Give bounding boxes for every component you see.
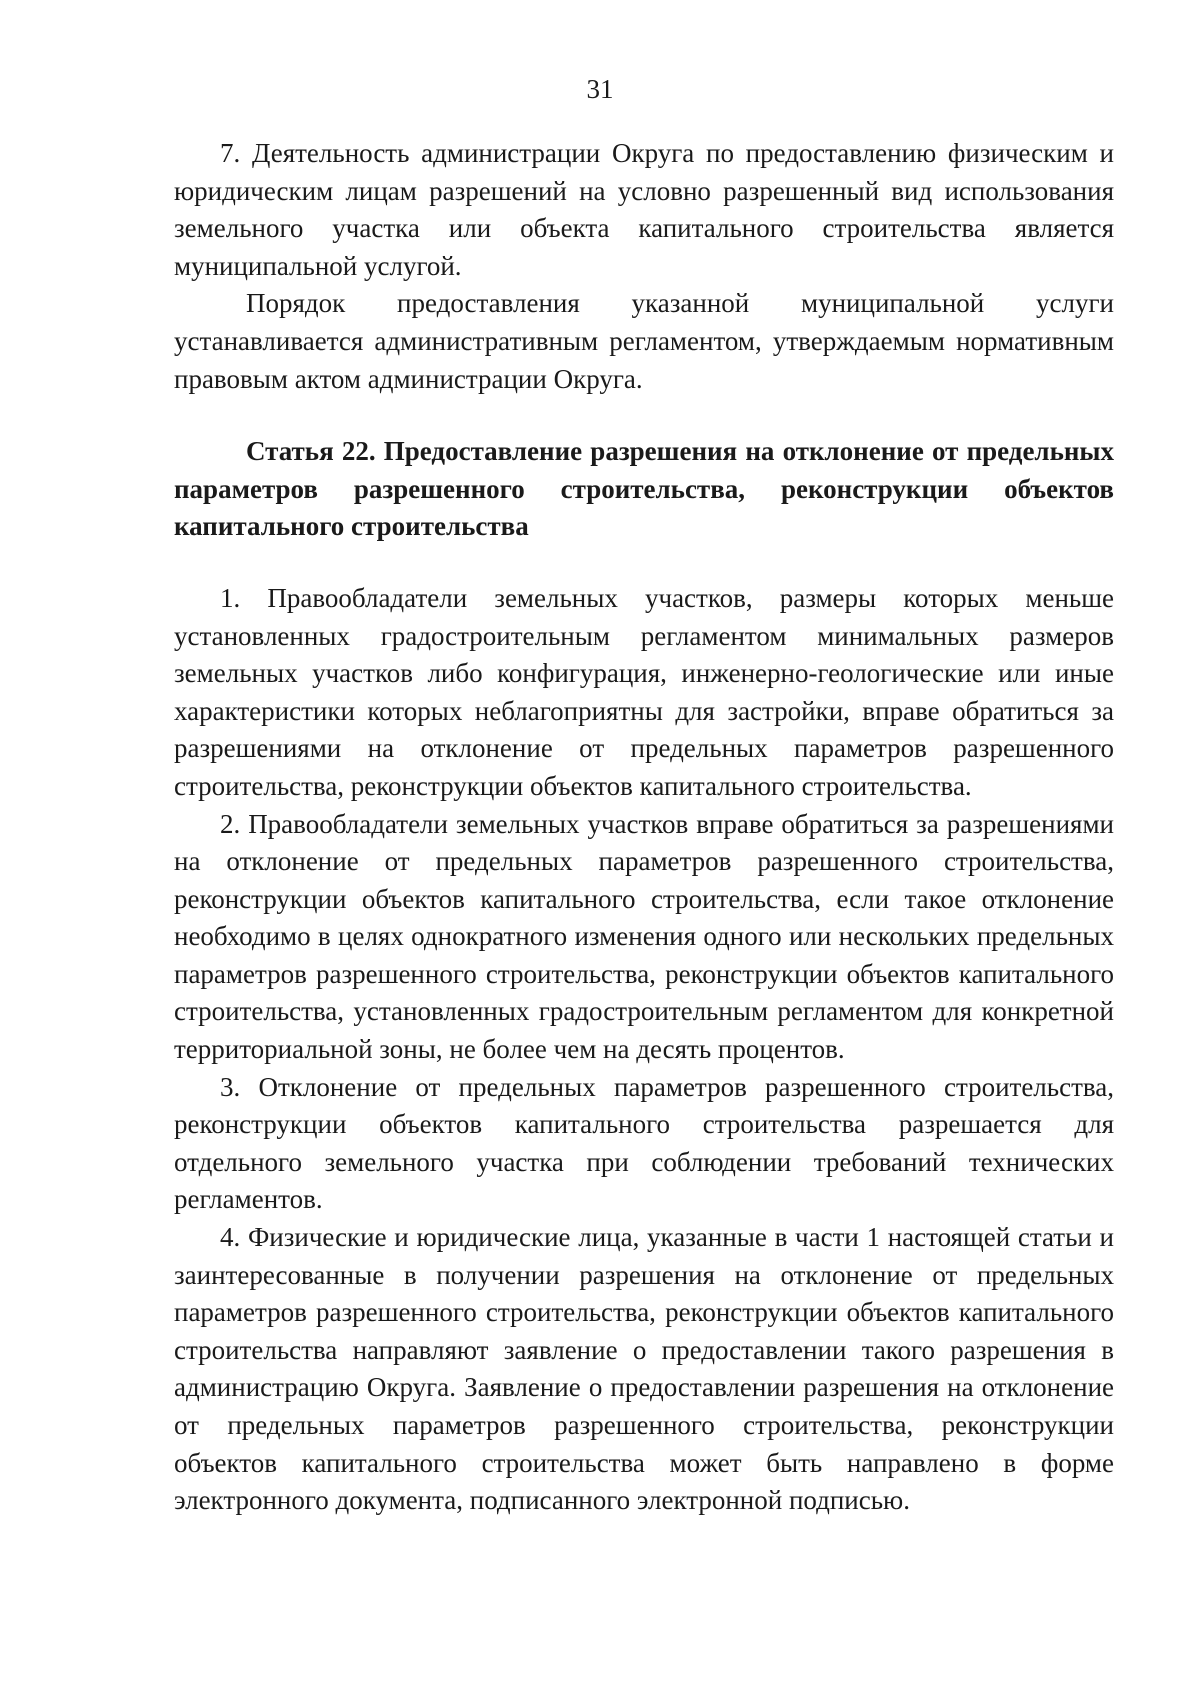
article-22-paragraph-3: 3. Отклонение от предельных параметров разрешенного строительства, реконструкции объектов капитального строительства разрешается для отдельного земельного участка при соблюдении требований технических регламентов. — [174, 1071, 1114, 1215]
article-22-paragraph-4: 4. Физические и юридические лица, указанные в части 1 настоящей статьи и заинтересованные в получении разрешения на отклонение от предельных параметров разрешенного строительства, реконструкции объектов капитального строительства направляют заявление о предоставлении такого разрешения в администрацию Округа. Заявление о предоставлении разрешения на отклонение от предельных параметров разрешенного строительства, реконструкции объектов капитального строительства может быть направлено в форме электронного документа, подписанного электронной подписью. — [174, 1222, 1114, 1516]
article-22-paragraph-2: 2. Правообладатели земельных участков вправе обратиться за разрешениями на отклонение от предельных параметров разрешенного строительства, реконструкции объектов капитального строительства, если такое отклонение необходимо в целях однократного изменения одного или нескольких предельных параметров разрешенного строительства, реконструкции объектов капитального строительства, установленных градостроительным регламентом для конкретной территориальной зоны, не более чем на десять процентов. — [174, 808, 1114, 1065]
page-number: 31 — [586, 74, 614, 104]
document-body — [174, 135, 1114, 1520]
paragraph-7-continuation: Порядок предоставления указанной муниципальной услуги устанавливается административным регламентом, утверждаемым нормативным правовым актом администрации Округа. — [174, 288, 1114, 394]
paragraph-7: 7. Деятельность администрации Округа по предоставлению физическим и юридическим лицам разрешений на условно разрешенный вид использования земельного участка или объекта капитального строительства является муниципальной услугой. — [174, 138, 1114, 281]
article-22-heading: Статья 22. Предоставление разрешения на отклонение от предельных параметров разрешенного строительства, реконструкции объектов капитального строительства — [174, 436, 1114, 542]
article-22-paragraph-1: 1. Правообладатели земельных участков, размеры которых меньше установленных градостроительным регламентом минимальных размеров земельных участков либо конфигурация, инженерно-геологические или иные характеристики которых неблагоприятны для застройки, вправе обратиться за разрешениями на отклонение от предельных параметров разрешенного строительства, реконструкции объектов капитального строительства. — [174, 582, 1114, 801]
